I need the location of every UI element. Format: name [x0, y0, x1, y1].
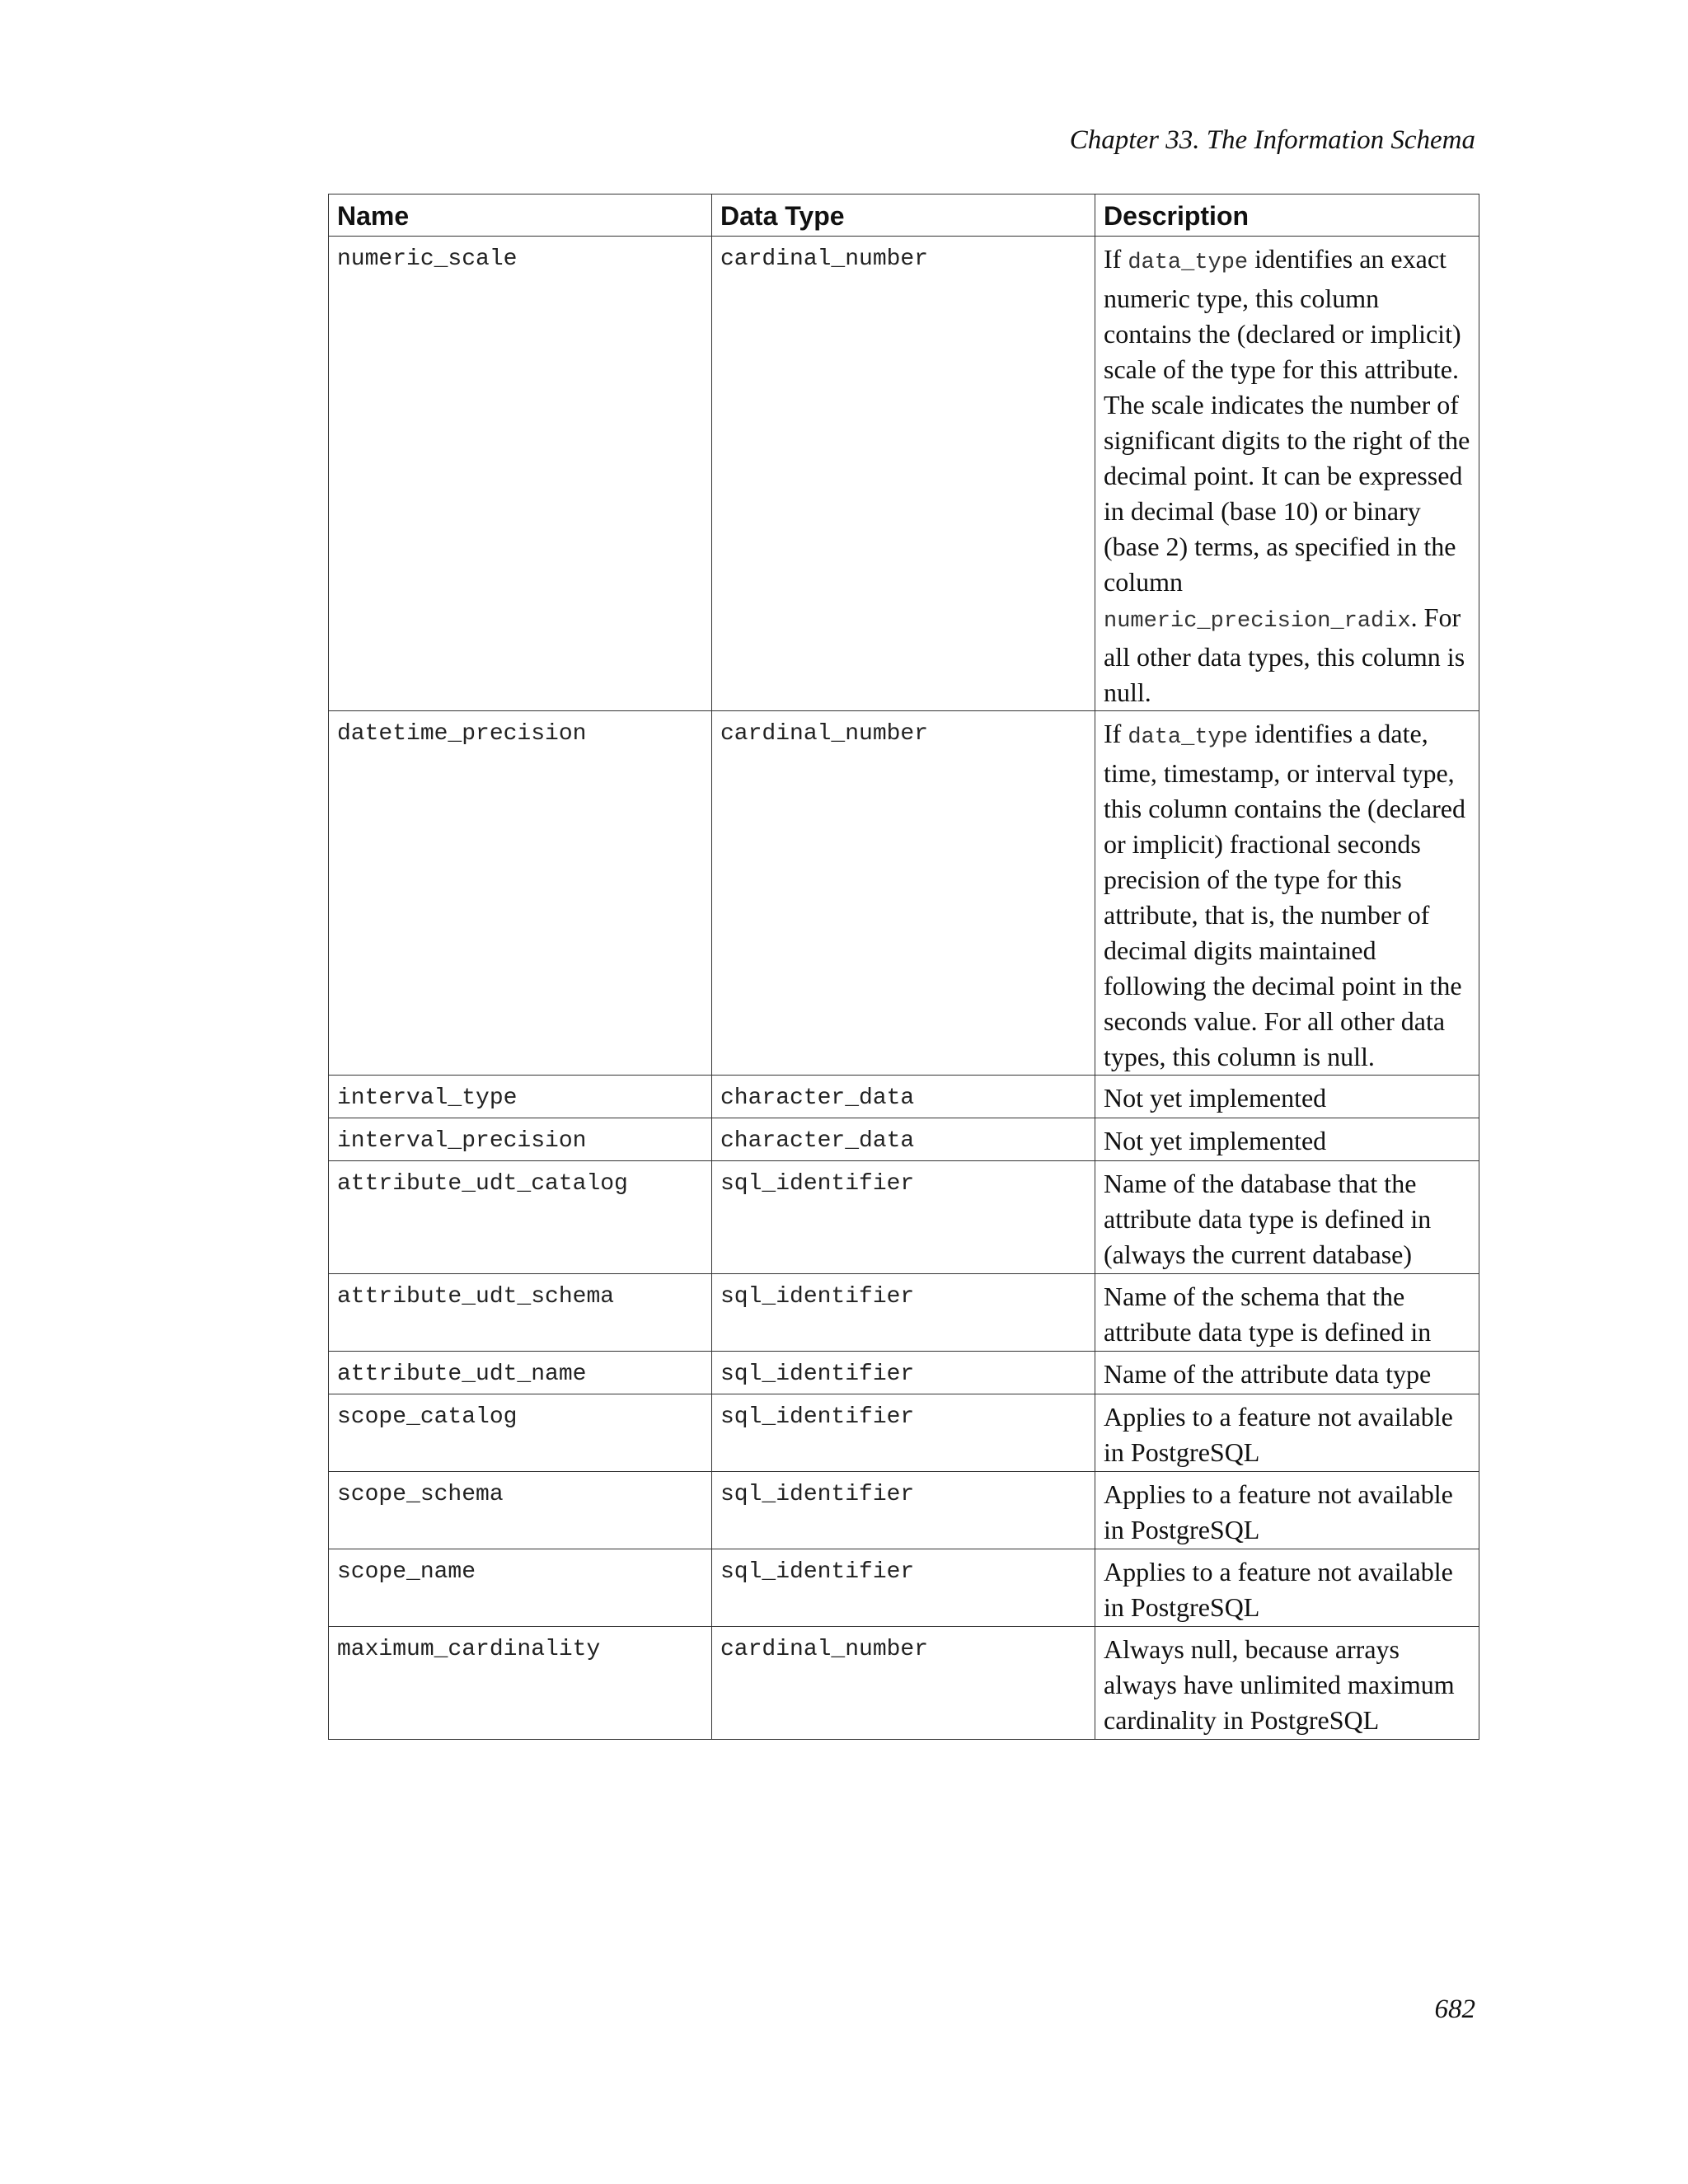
row-description: Applies to a feature not available in PostgreSQL	[1095, 1394, 1479, 1472]
row-data-type: sql_identifier	[712, 1274, 1095, 1352]
row-data-type: cardinal_number	[712, 1627, 1095, 1740]
desc-text: identifies a date, time, timestamp, or interval type, this column contains the (declared or implicit) fractional seconds precision of the type for this attribute, that is, the number of decimal digits maintained following the decimal point in the seconds value. For all other data types, this column is null.	[1104, 719, 1465, 1071]
desc-text: identifies an exact numeric type, this column contains the (declared or implicit) scale of the type for this attribute. The scale indicates the number of significant digits to the right of the decimal point. It can be expressed in decimal (base 10) or binary (base 2) terms, as specified in the column	[1104, 244, 1470, 597]
row-name: interval_precision	[329, 1118, 712, 1161]
column-header-data-type: Data Type	[712, 194, 1095, 237]
attributes-table	[328, 194, 1479, 1740]
running-header: Chapter 33. The Information Schema	[1069, 125, 1475, 155]
row-description: Not yet implemented	[1095, 1118, 1479, 1161]
desc-text: . For all other data types, this column is null.	[1104, 602, 1465, 707]
row-description: Always null, because arrays always have unlimited maximum cardinality in PostgreSQL	[1095, 1627, 1479, 1740]
table-row	[329, 1549, 1479, 1627]
table-header-row	[329, 194, 1479, 237]
row-description	[1095, 711, 1479, 1076]
desc-code: numeric_precision_radix	[1104, 609, 1411, 634]
table-row	[329, 1394, 1479, 1472]
column-header-name: Name	[329, 194, 712, 237]
desc-code: data_type	[1128, 725, 1249, 750]
row-data-type: cardinal_number	[712, 237, 1095, 711]
desc-text: If	[1104, 719, 1128, 748]
row-description: Applies to a feature not available in PostgreSQL	[1095, 1549, 1479, 1627]
row-name: scope_name	[329, 1549, 712, 1627]
table-row	[329, 1352, 1479, 1394]
table-row	[329, 1627, 1479, 1740]
row-description	[1095, 237, 1479, 711]
row-data-type: sql_identifier	[712, 1352, 1095, 1394]
row-name: numeric_scale	[329, 237, 712, 711]
row-name: interval_type	[329, 1076, 712, 1118]
column-header-description: Description	[1095, 194, 1479, 237]
table-row	[329, 237, 1479, 711]
row-name: datetime_precision	[329, 711, 712, 1076]
row-data-type: character_data	[712, 1076, 1095, 1118]
row-description: Applies to a feature not available in PostgreSQL	[1095, 1472, 1479, 1549]
table-row	[329, 711, 1479, 1076]
row-name: scope_schema	[329, 1472, 712, 1549]
row-name: maximum_cardinality	[329, 1627, 712, 1740]
row-data-type: character_data	[712, 1118, 1095, 1161]
table-row	[329, 1161, 1479, 1274]
row-data-type: sql_identifier	[712, 1549, 1095, 1627]
desc-text: If	[1104, 244, 1128, 274]
row-name: attribute_udt_schema	[329, 1274, 712, 1352]
row-name: scope_catalog	[329, 1394, 712, 1472]
row-data-type: sql_identifier	[712, 1472, 1095, 1549]
row-description: Name of the schema that the attribute data type is defined in	[1095, 1274, 1479, 1352]
row-description: Name of the attribute data type	[1095, 1352, 1479, 1394]
row-description: Name of the database that the attribute data type is defined in (always the current database)	[1095, 1161, 1479, 1274]
page-number: 682	[1434, 1994, 1475, 2024]
row-name: attribute_udt_catalog	[329, 1161, 712, 1274]
row-data-type: sql_identifier	[712, 1394, 1095, 1472]
desc-code: data_type	[1128, 251, 1249, 275]
row-data-type: sql_identifier	[712, 1161, 1095, 1274]
row-description: Not yet implemented	[1095, 1076, 1479, 1118]
table-row	[329, 1274, 1479, 1352]
row-name: attribute_udt_name	[329, 1352, 712, 1394]
table-row	[329, 1118, 1479, 1161]
row-data-type: cardinal_number	[712, 711, 1095, 1076]
table-row	[329, 1472, 1479, 1549]
table-row	[329, 1076, 1479, 1118]
